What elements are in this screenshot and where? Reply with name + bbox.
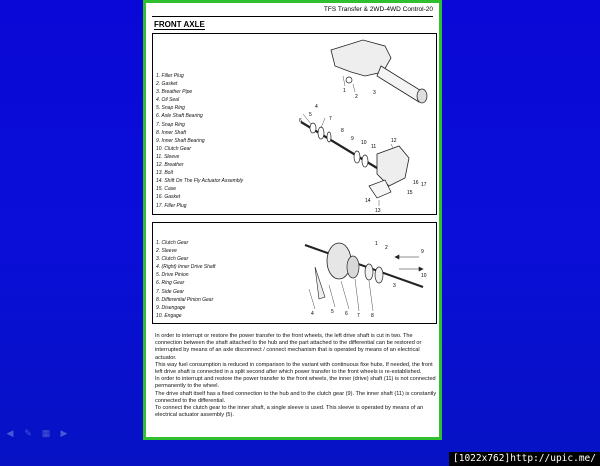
axle-exploded-diagram bbox=[273, 36, 435, 212]
differential-diagram bbox=[295, 227, 433, 319]
sleeve-2-part bbox=[375, 267, 383, 283]
legend-item: 1. Filler Plug bbox=[156, 73, 184, 79]
legend-item: 13. Bolt bbox=[156, 170, 173, 177]
legend-item: 9. Disengage bbox=[156, 304, 186, 311]
callout-1: 1 bbox=[343, 88, 346, 94]
body-paragraph: The drive shaft itself has a fixed connection to the hub and to the clutch gear (9). The inner shaft (11) is constantly connected to the differential. bbox=[155, 390, 437, 404]
snap-ring-part bbox=[327, 132, 331, 142]
clutch-gear-part bbox=[354, 151, 360, 163]
fig2-callout-8: 8 bbox=[371, 313, 374, 319]
callout-14: 14 bbox=[365, 198, 371, 204]
legend-item: 1. Clutch Gear bbox=[156, 240, 189, 246]
header-divider bbox=[152, 16, 433, 17]
callout-17: 17 bbox=[421, 182, 427, 188]
legend-item: 6. Axle Shaft Bearing bbox=[156, 113, 203, 120]
tube-flange bbox=[417, 89, 427, 103]
fig2-callout-5: 5 bbox=[331, 309, 334, 315]
fig2-callout-3: 3 bbox=[393, 283, 396, 289]
page-header: TFS Transfer & 2WD-4WD Control-20 bbox=[323, 6, 433, 13]
legend-item: 10. Engage bbox=[156, 312, 182, 319]
clutch-mechanism-figure bbox=[152, 222, 437, 324]
exploded-view-figure bbox=[152, 33, 437, 215]
legend-item: 8. Differential Pinion Gear bbox=[156, 296, 214, 303]
menu-icon[interactable]: ▦ bbox=[41, 428, 51, 438]
callout-3: 3 bbox=[373, 90, 376, 96]
legend-item: 5. Snap Ring bbox=[156, 105, 185, 112]
callout-13: 13 bbox=[375, 208, 381, 212]
fig2-callout-7: 7 bbox=[357, 313, 360, 319]
slide-toolbar bbox=[4, 428, 70, 438]
legend-item: 8. Inner Shaft bbox=[156, 129, 187, 136]
legend-item: 10. Clutch Gear bbox=[156, 145, 192, 152]
description-text bbox=[155, 333, 439, 419]
body-paragraph: This way fuel consumption is reduced in comparison to the variant with continuous fixe hubs. If needed, the front left drive shaft is connected in a split second after which power transfer to the front wheels is re-established. bbox=[155, 361, 433, 376]
body-paragraph: In order to interrupt and restore the power transfer to the front wheels, the inner (drive) shaft (11) is not connected permanently to the wheel. bbox=[155, 376, 436, 390]
oil-seal-part bbox=[310, 123, 316, 133]
legend-item: 12. Breather bbox=[156, 162, 184, 169]
fig2-callout-4: 4 bbox=[311, 311, 314, 317]
fig2-callout-2: 2 bbox=[385, 245, 388, 251]
callout-15: 15 bbox=[407, 190, 413, 196]
side-gear-part bbox=[347, 256, 359, 278]
prev-arrow-icon[interactable]: ◀ bbox=[6, 428, 14, 438]
figure1-legend bbox=[156, 72, 243, 210]
clutch-gear-2-part bbox=[365, 264, 373, 280]
legend-item: 14. Shift On The Fly Actuator Assembly bbox=[156, 178, 244, 185]
fig2-callout-1: 1 bbox=[375, 241, 378, 247]
ring-gear-part bbox=[327, 243, 351, 279]
legend-item: 4. (Right) Inner Drive Shaft bbox=[156, 264, 216, 271]
body-paragraph: To connect the clutch gear to the inner shaft, a single sleeve is used. This sleeve is operated by means of an electrical actuator assembly (5). bbox=[155, 405, 424, 419]
drive-shaft-part bbox=[305, 245, 423, 287]
legend-item: 9. Inner Shaft Bearing bbox=[156, 137, 205, 144]
fig2-callout-10: 10 bbox=[421, 273, 427, 279]
next-arrow-icon[interactable]: ▶ bbox=[60, 428, 68, 438]
callout-4: 4 bbox=[315, 104, 318, 110]
legend-item: 6. Ring Gear bbox=[156, 280, 185, 287]
image-size-badge: [1022x762]http://upic.me/ bbox=[449, 452, 600, 466]
callout-12: 12 bbox=[391, 138, 397, 144]
figure2-legend bbox=[156, 239, 215, 320]
callout-10: 10 bbox=[361, 140, 367, 146]
fig2-callout-6: 6 bbox=[345, 311, 348, 317]
pen-icon[interactable]: ✎ bbox=[24, 428, 32, 438]
legend-item: 2. Gasket bbox=[156, 81, 178, 88]
callout-6: 6 bbox=[299, 118, 302, 124]
legend-item: 4. Oil Seal bbox=[156, 97, 180, 104]
legend-item: 5. Drive Pinion bbox=[156, 272, 189, 279]
callout-7: 7 bbox=[329, 116, 332, 122]
callout-11: 11 bbox=[371, 144, 377, 150]
legend-item: 2. Sleeve bbox=[156, 248, 177, 255]
callout-5: 5 bbox=[309, 112, 312, 118]
section-title: FRONT AXLE bbox=[154, 20, 205, 29]
legend-item: 16. Gasket bbox=[156, 194, 181, 201]
callout-8: 8 bbox=[341, 128, 344, 134]
legend-item: 11. Sleeve bbox=[156, 153, 180, 160]
legend-item: 3. Clutch Gear bbox=[156, 256, 189, 263]
callout-16: 16 bbox=[413, 180, 419, 186]
legend-item: 17. Filler Plug bbox=[156, 202, 187, 209]
legend-item: 7. Snap Ring bbox=[156, 121, 185, 128]
callout-9: 9 bbox=[351, 136, 354, 142]
legend-item: 7. Side Gear bbox=[156, 288, 185, 295]
legend-item: 3. Breather Pipe bbox=[156, 89, 193, 96]
body-paragraph: In order to interrupt or restore the power transfer to the front wheels, the left drive shaft is cut in two. The connection between the shaft attached to the hub and the part attached to the differential can be restored or interrupted by means of an axle disconnect / connect mechanism that is operated by means of an electrical actuator. bbox=[155, 333, 422, 361]
filler-plug-part bbox=[346, 77, 352, 83]
legend-item: 15. Case bbox=[156, 186, 177, 193]
callout-2: 2 bbox=[355, 94, 358, 100]
actuator-case bbox=[377, 146, 409, 186]
bearing-part bbox=[318, 127, 324, 139]
sleeve-part bbox=[362, 155, 368, 167]
fig2-callout-9: 9 bbox=[421, 249, 424, 255]
manual-page bbox=[143, 0, 442, 440]
drive-pinion-part bbox=[315, 267, 325, 299]
